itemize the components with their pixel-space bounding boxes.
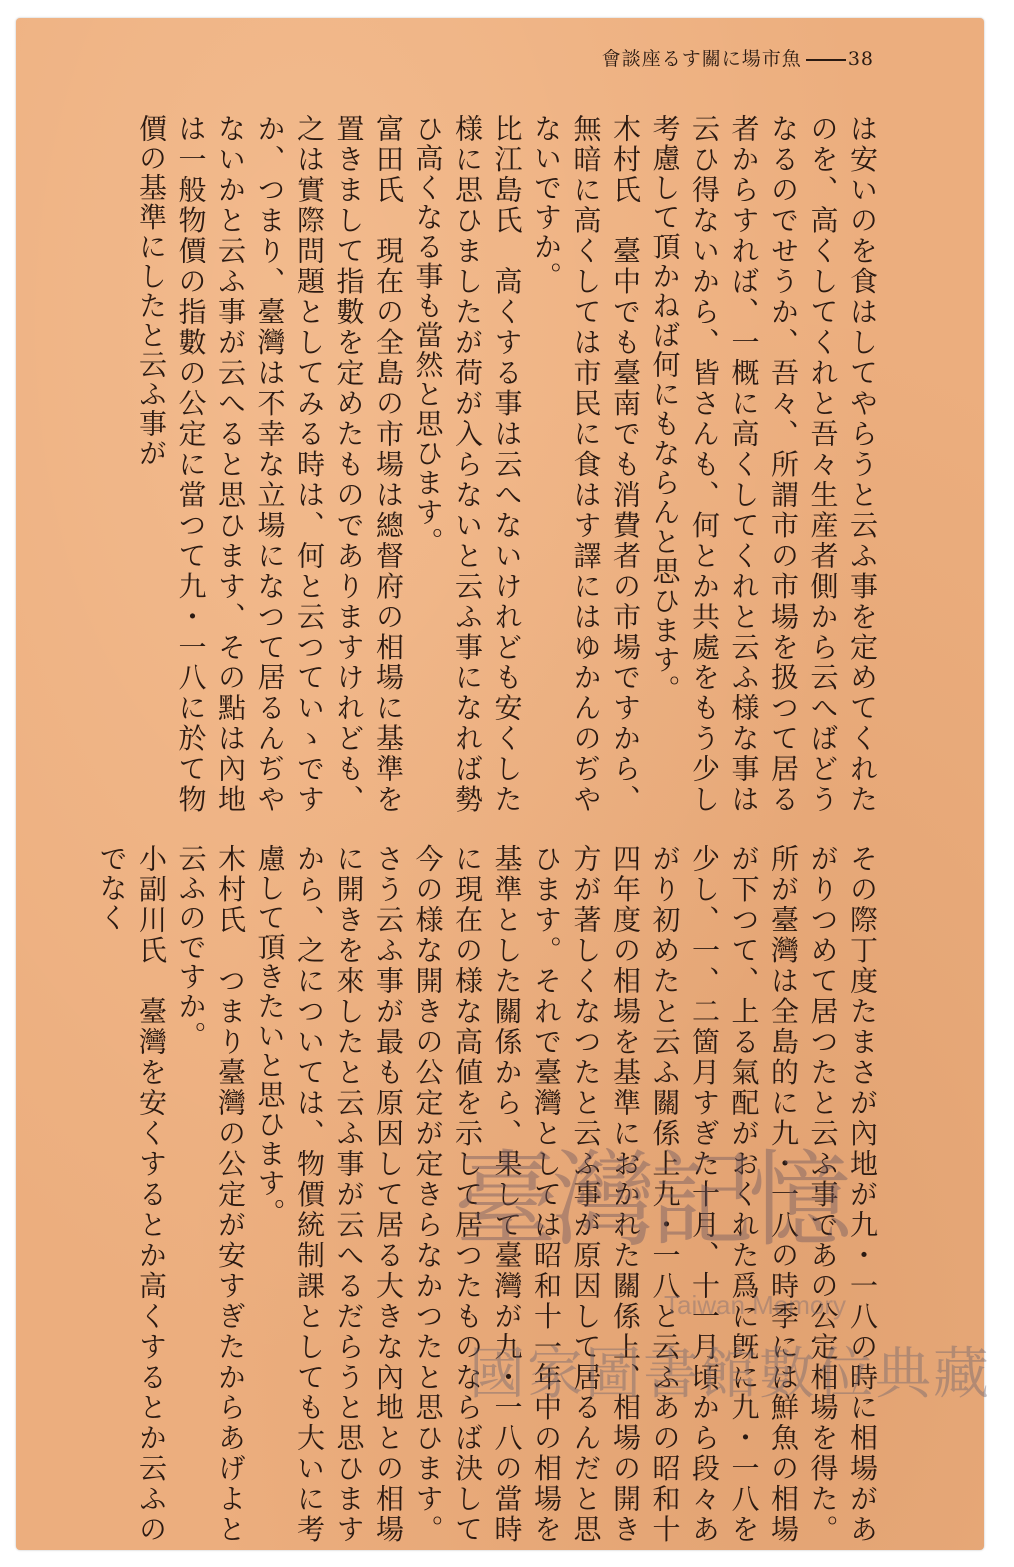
- paragraph: は安いのを食はしてやらうと云ふ事を定めてくれたのを、高くしてくれと吾々生産者側から云へばどうなるのでせうか、吾々、所謂市の市場を扱つて居る者からすれば、一概に高くしてくれと云ふ様な事は云ひ得ないから、皆さんも、何とか共處をもう少し考慮して頂かねば何にもならんと思ひます。: [648, 114, 879, 815]
- paragraph: その際丁度たまさが內地が九・一八の時に相場があがりつめて居つたと云ふ事であの公定相場を得た。所が臺灣は全島的に九・一八の時季には鮮魚の相場が下つて、上る氣配がおくれた爲に旣に九・一八を少し、一、二箇月すぎた十月、十一月頃から段々あがり初めたと云ふ關係上九・一八と云ふあの昭和十四年度の相場を基準におかれた關係上、相場の開き方が著しくなつたと云ふ事が原因して居るんだと思ひます。それで臺灣としては昭和十一年中の相場を基準とした關係から、果して臺灣が九・一八の當時に現在の様な高値を示して居つたものならば決して今の様な開きの公定が定きらなかつたと思ひます。さう云ふ事が最も原因して居る大きな內地との相場に開きを來したと云ふ事が云へるだらうと思ひますから、之については、物價統制課としても大いに考慮して頂きたいと思ひます。: [253, 844, 879, 1545]
- page-number: 38: [847, 48, 874, 70]
- paragraph: 木村氏 つまり臺灣の公定が安すぎたからあげよと云ふのですか。: [174, 844, 247, 1544]
- running-title: 會談座るす關に場市魚: [601, 48, 802, 70]
- header-rule: [806, 59, 846, 61]
- book-page: [16, 18, 991, 1550]
- paragraph: 富田氏 現在の全島の市場は總督府の相場に基準を置きまして指數を定めたものでありますけれども、之は實際問題としてみる時は、何と云つていゝですか、つまり、臺灣は不幸な立場になつて居るんぢやないかと云ふ事が云へると思ひます、その點は內地は一般物價の指數の公定に當つて九・一八に於て物價の基準にしたと云ふ事が: [135, 114, 405, 814]
- running-header: [602, 44, 874, 71]
- paragraph: 木村氏 臺中でも臺南でも消費者の市場ですから、無暗に高くしては市民に食はす譯にはゆかんのぢやないですか。: [530, 114, 642, 814]
- paragraph: 小副川氏 臺灣を安くするとか高くするとか云ふのでなく: [95, 844, 168, 1544]
- top-text-block: [102, 114, 882, 814]
- paragraph: 比江島氏 高くする事は云へないけれども安くした様に思ひましたが荷が入らないと云ふ事になれば勢ひ高くなる事も當然と思ひます。: [411, 114, 524, 815]
- watermark-brush-logo: 臺灣記憶: [454, 1139, 847, 1261]
- watermark: [454, 1139, 1014, 1478]
- watermark-english: Taiwan Memory: [664, 1290, 847, 1320]
- watermark-chinese: 國家圖書館數位典藏: [469, 1342, 991, 1407]
